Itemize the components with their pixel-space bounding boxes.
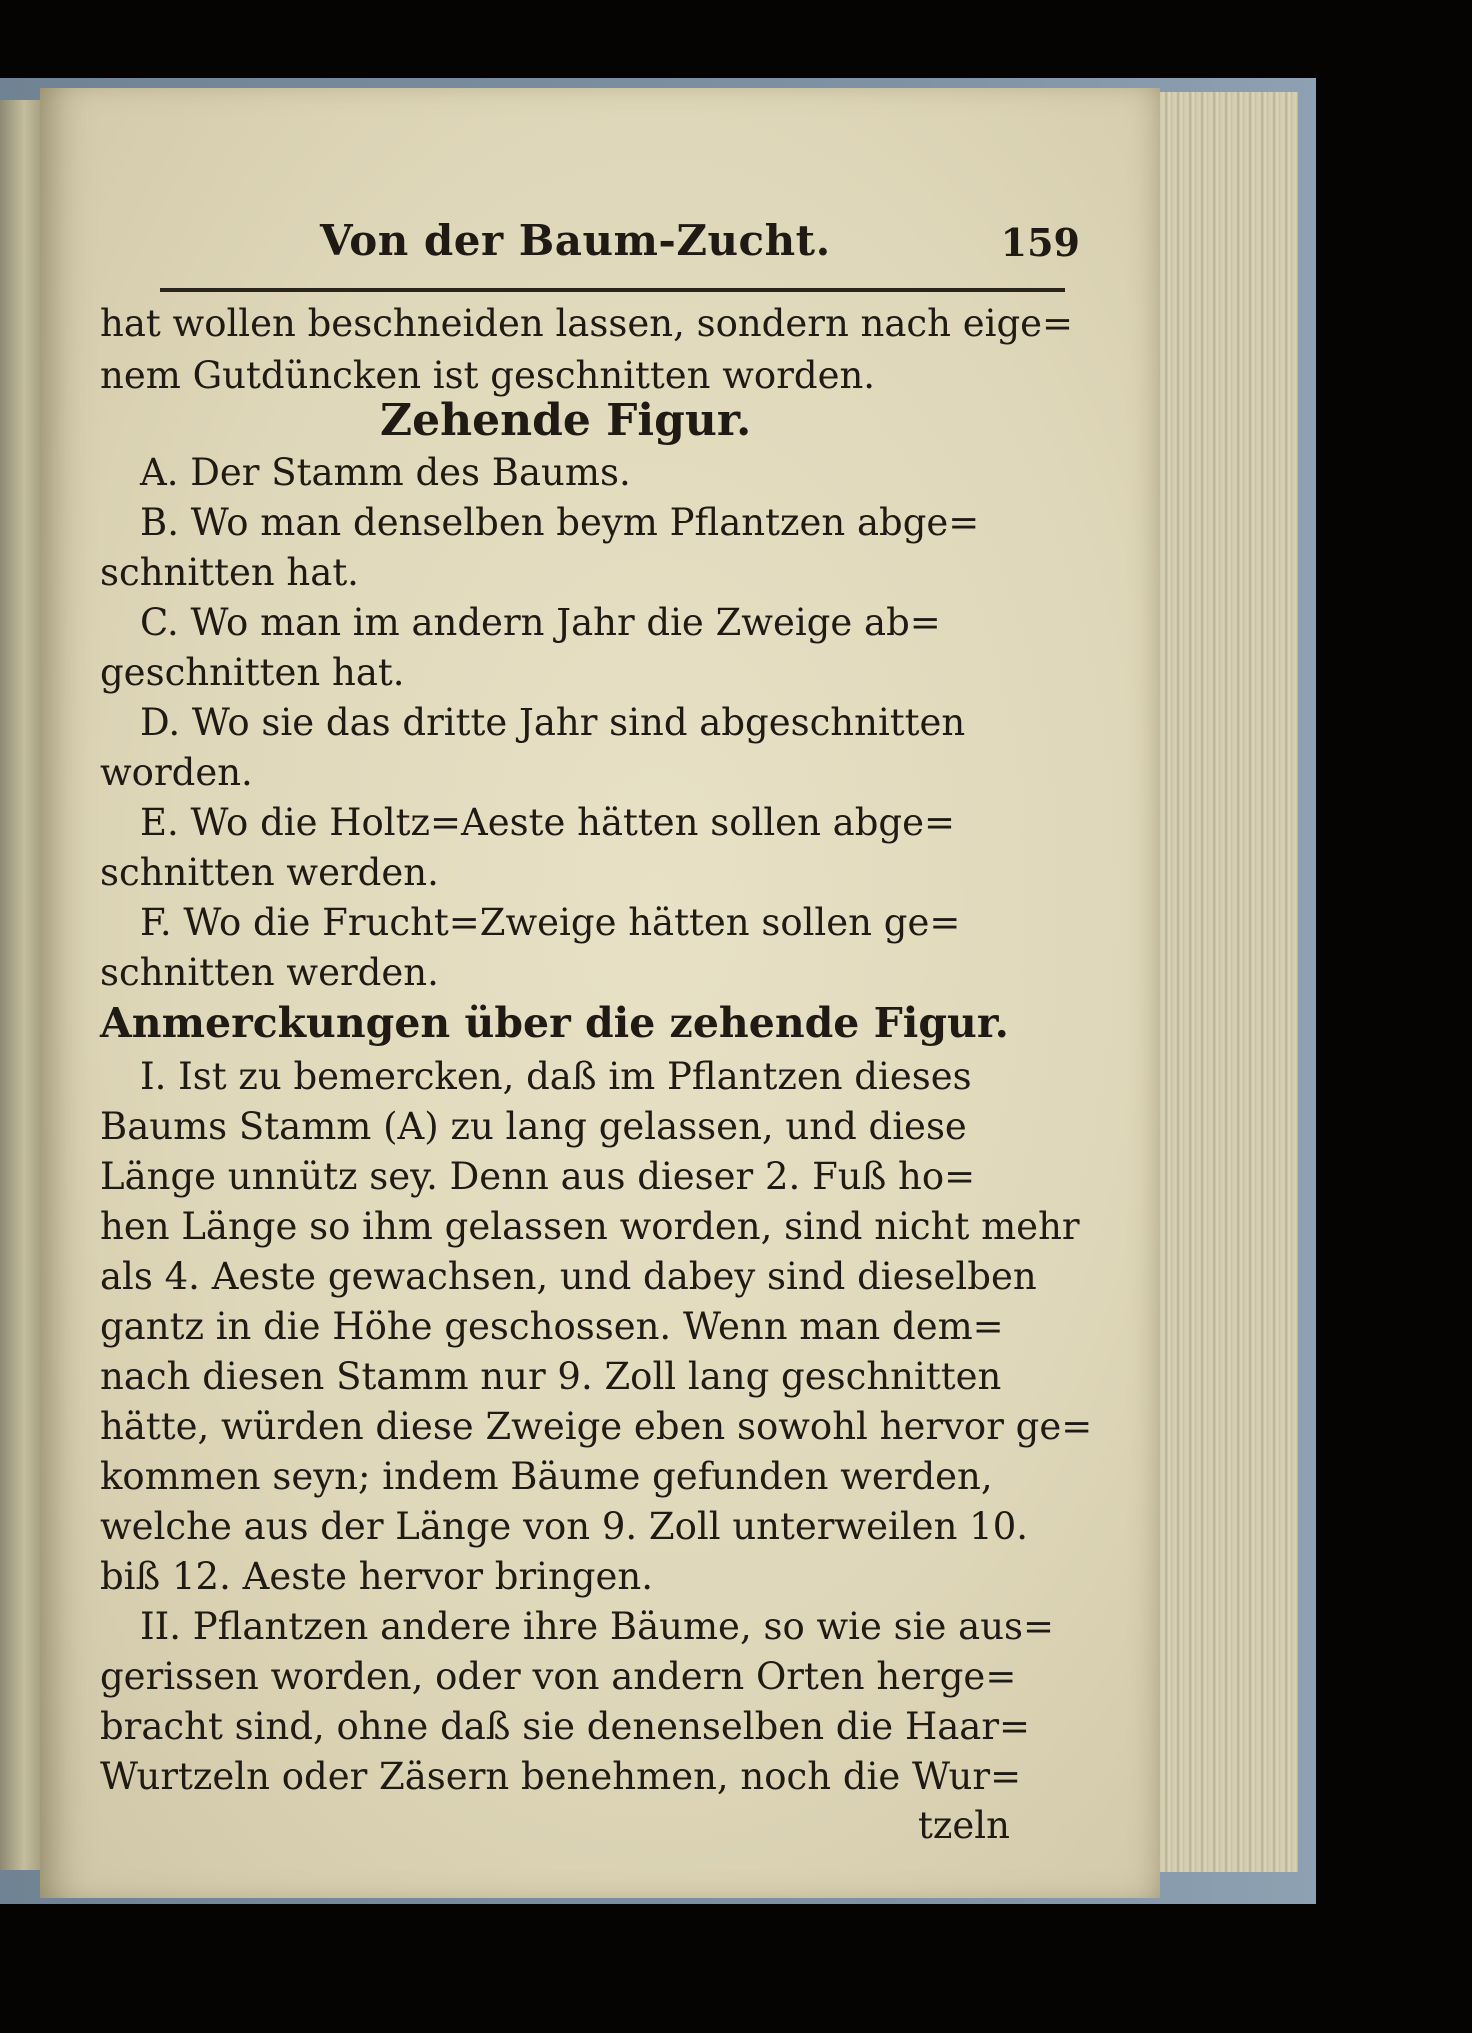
text-line: Wurtzeln oder Zäsern benehmen, noch die Wur=: [100, 1755, 1022, 1798]
text-line: gerissen worden, oder von andern Orten herge=: [100, 1655, 1017, 1698]
text-line: kommen seyn; indem Bäume gefunden werden,: [100, 1455, 993, 1498]
book-page: [40, 88, 1160, 1898]
text-line: hat wollen beschneiden lassen, sondern nach eige=: [100, 302, 1074, 345]
text-line: hen Länge so ihm gelassen worden, sind nicht mehr: [100, 1205, 1080, 1248]
figure-heading: Zehende Figur.: [380, 395, 752, 446]
text-line: E. Wo die Holtz=Aeste hätten sollen abge=: [140, 801, 955, 844]
text-line: schnitten hat.: [100, 551, 359, 594]
page-number: 159: [1000, 220, 1080, 265]
text-line: hätte, würden diese Zweige eben sowohl hervor ge=: [100, 1405, 1093, 1448]
text-line: I. Ist zu bemercken, daß im Pflantzen dieses: [140, 1055, 972, 1098]
page-edges: [1148, 92, 1298, 1872]
text-line: Länge unnütz sey. Denn aus dieser 2. Fuß ho=: [100, 1155, 976, 1198]
text-line: schnitten werden.: [100, 851, 439, 894]
header-rule: [160, 288, 1065, 292]
text-line: gantz in die Höhe geschossen. Wenn man dem=: [100, 1305, 1004, 1348]
left-page-edge: [0, 100, 40, 1870]
text-line: bracht sind, ohne daß sie denenselben die Haar=: [100, 1705, 1031, 1748]
text-line: B. Wo man denselben beym Pflantzen abge=: [140, 501, 980, 544]
text-line: welche aus der Länge von 9. Zoll unterweilen 10.: [100, 1505, 1028, 1548]
text-line: als 4. Aeste gewachsen, und dabey sind dieselben: [100, 1255, 1037, 1298]
text-line: II. Pflantzen andere ihre Bäume, so wie sie aus=: [140, 1605, 1055, 1648]
text-line: Baums Stamm (A) zu lang gelassen, und diese: [100, 1105, 967, 1148]
catchword: tzeln: [918, 1804, 1010, 1847]
notes-heading: Anmerckungen über die zehende Figur.: [100, 999, 1009, 1047]
text-line: worden.: [100, 751, 253, 794]
text-line: schnitten werden.: [100, 951, 439, 994]
text-line: D. Wo sie das dritte Jahr sind abgeschnitten: [140, 701, 966, 744]
page-header: [210, 216, 1080, 276]
running-head: Von der Baum-Zucht.: [320, 216, 831, 265]
text-line: nach diesen Stamm nur 9. Zoll lang geschnitten: [100, 1355, 1002, 1398]
text-line: geschnitten hat.: [100, 651, 405, 694]
text-line: A. Der Stamm des Baums.: [140, 451, 631, 494]
text-line: nem Gutdüncken ist geschnitten worden.: [100, 354, 876, 397]
text-line: C. Wo man im andern Jahr die Zweige ab=: [140, 601, 941, 644]
text-line: F. Wo die Frucht=Zweige hätten sollen ge=: [140, 901, 961, 944]
text-line: biß 12. Aeste hervor bringen.: [100, 1555, 653, 1598]
